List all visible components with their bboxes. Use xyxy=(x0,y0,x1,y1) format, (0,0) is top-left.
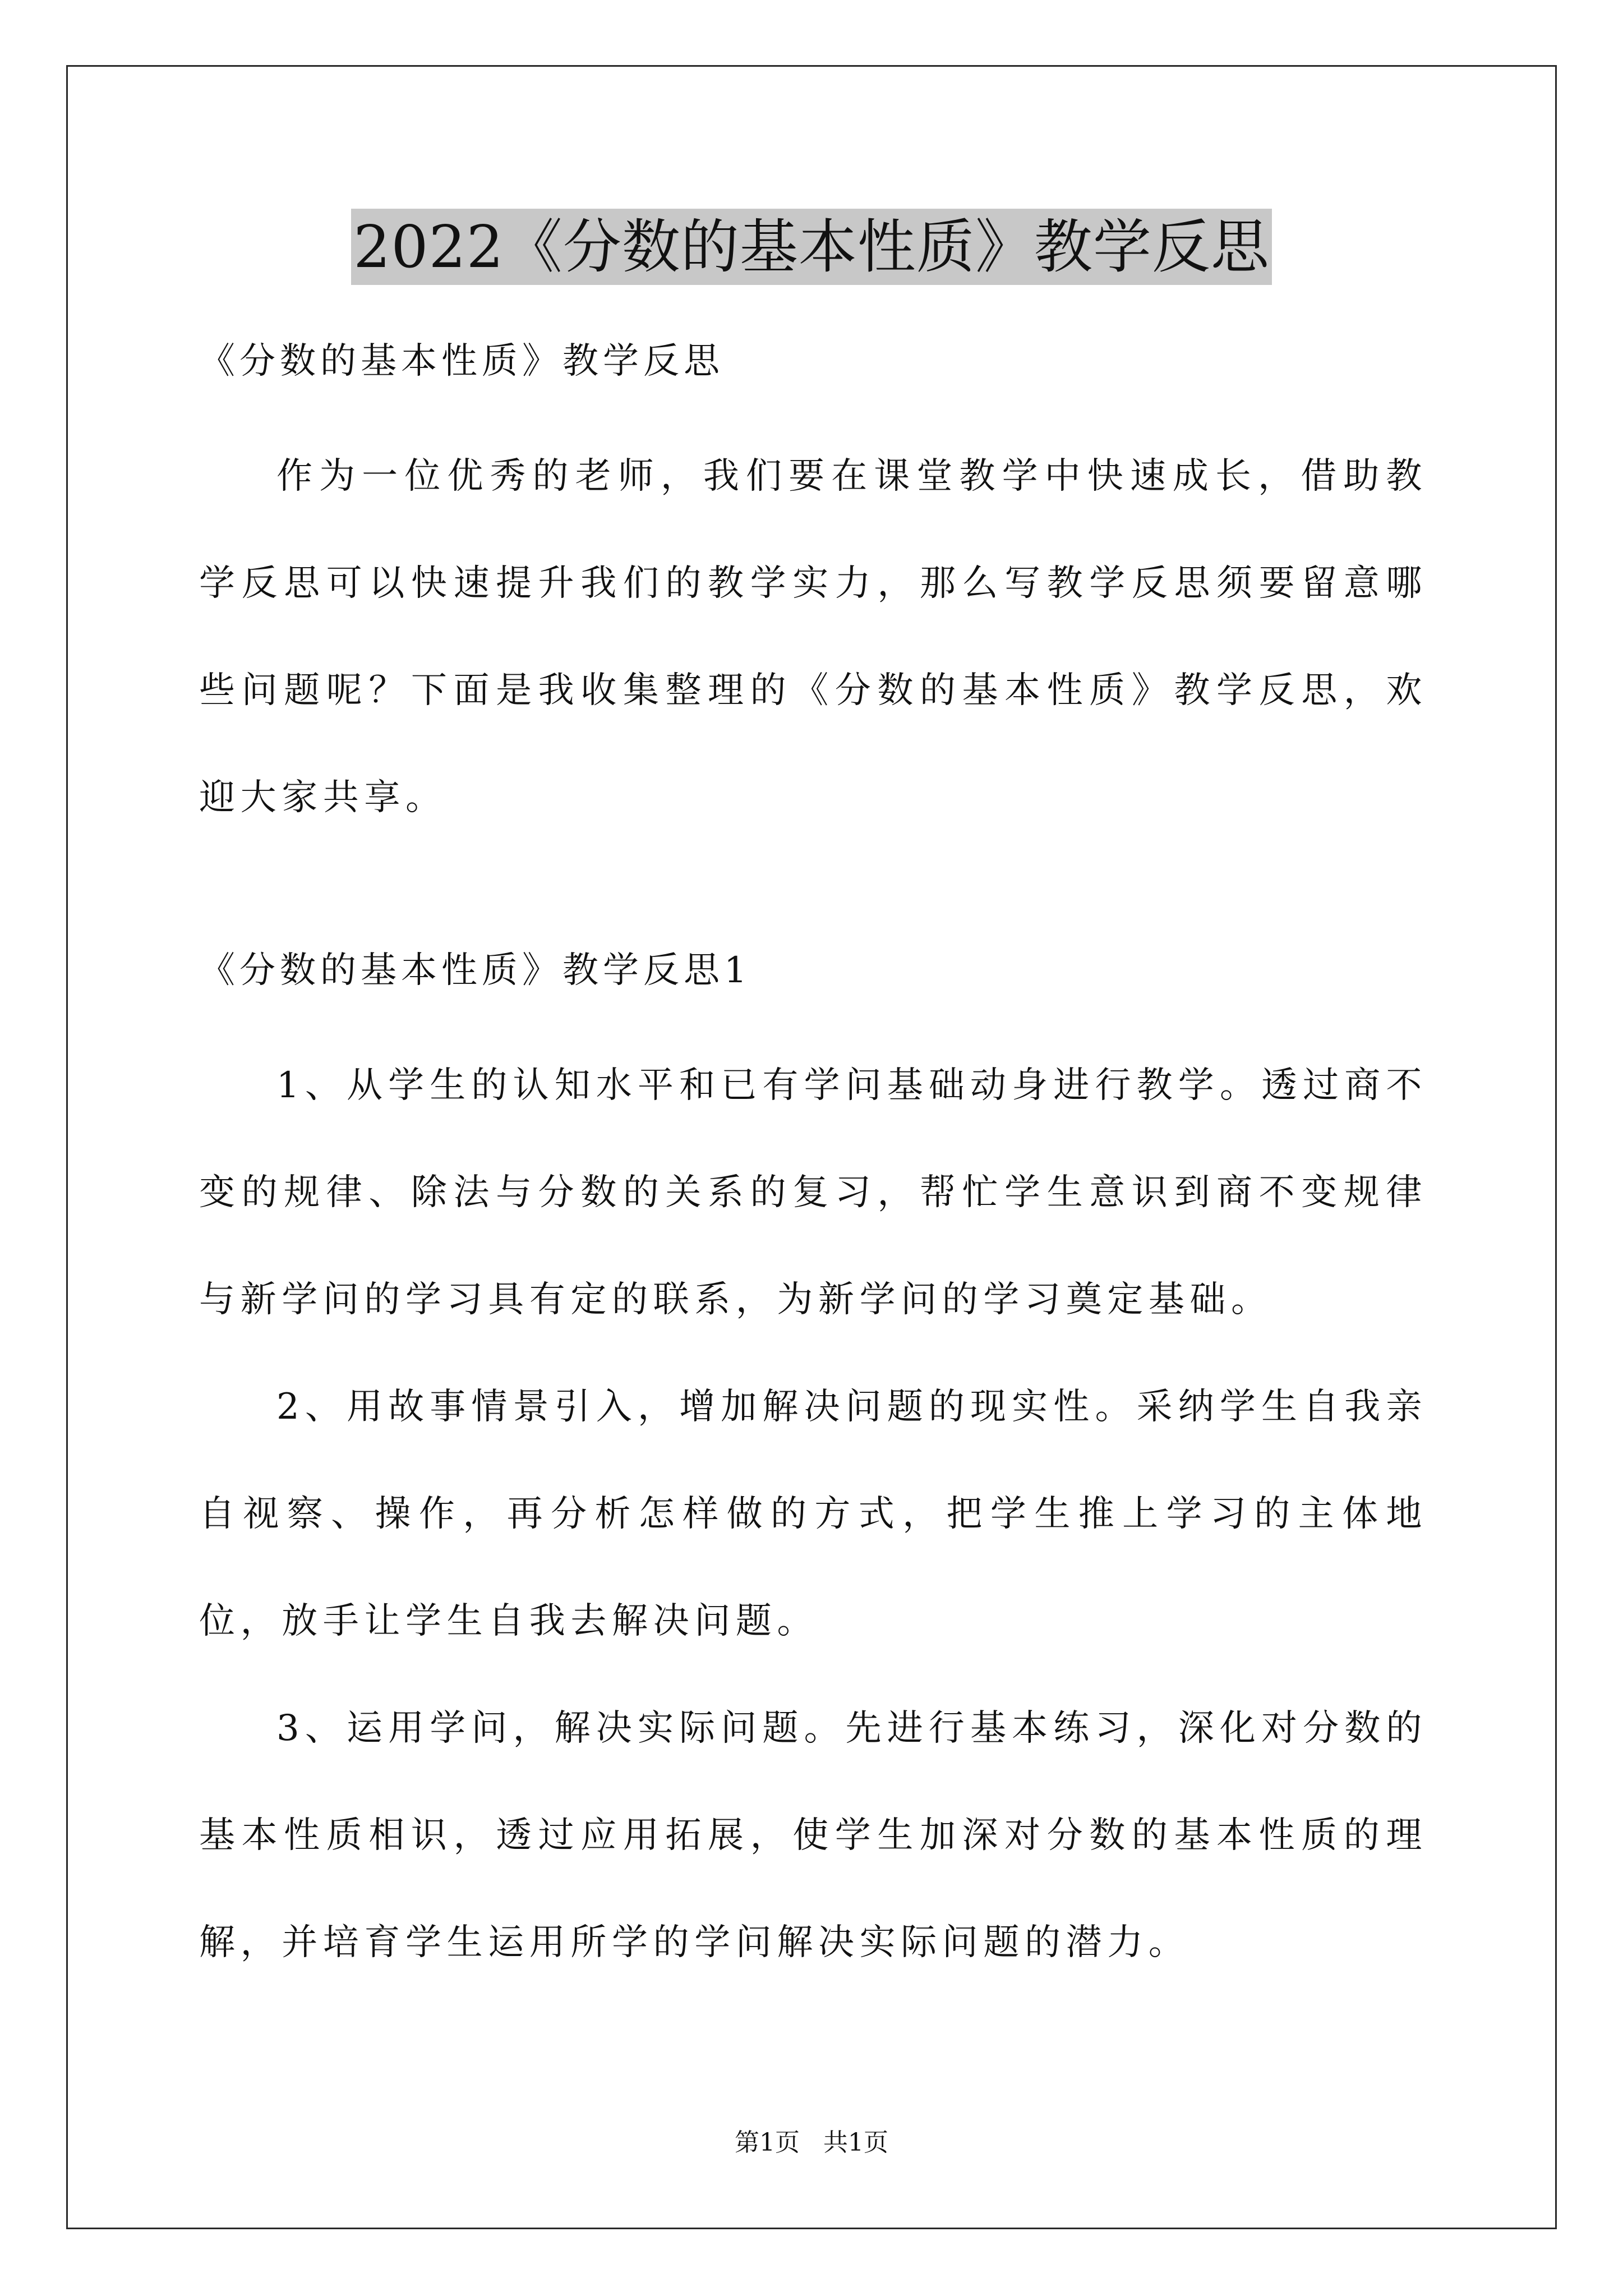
subtitle-heading: 《分数的基本性质》教学反思 xyxy=(199,341,724,382)
document-title: 2022《分数的基本性质》教学反思 xyxy=(351,209,1272,285)
list-item: 2、用故事情景引入，增加解决问题的现实性。采纳学生自我亲自视察、操作，再分析怎样做的方式，把学生推上学习的主体地位，放手让学生自我去解决问题。 xyxy=(199,1386,1427,1642)
list-item: 3、运用学问，解决实际问题。先进行基本练习，深化对分数的基本性质相识，透过应用拓展，使学生加深对分数的基本性质的理解，并培育学生运用所学的学问解决实际问题的潜力。 xyxy=(199,1708,1427,1963)
page-footer: 第1页 共1页 xyxy=(735,2128,888,2157)
list-item: 1、从学生的认知水平和已有学问基础动身进行教学。透过商不变的规律、除法与分数的关系的复习，帮忙学生意识到商不变规律与新学问的学习具有定的联系，为新学问的学习奠定基础。 xyxy=(199,1065,1427,1320)
section-heading-1: 《分数的基本性质》教学反思1 xyxy=(199,950,751,991)
intro-paragraph: 作为一位优秀的老师，我们要在课堂教学中快速成长，借助教学反思可以快速提升我们的教学实力，那么写教学反思须要留意哪些问题呢？下面是我收集整理的《分数的基本性质》教学反思，欢迎大家共享。 xyxy=(199,455,1427,818)
title-container xyxy=(0,209,1623,285)
document-body xyxy=(199,337,1427,1996)
